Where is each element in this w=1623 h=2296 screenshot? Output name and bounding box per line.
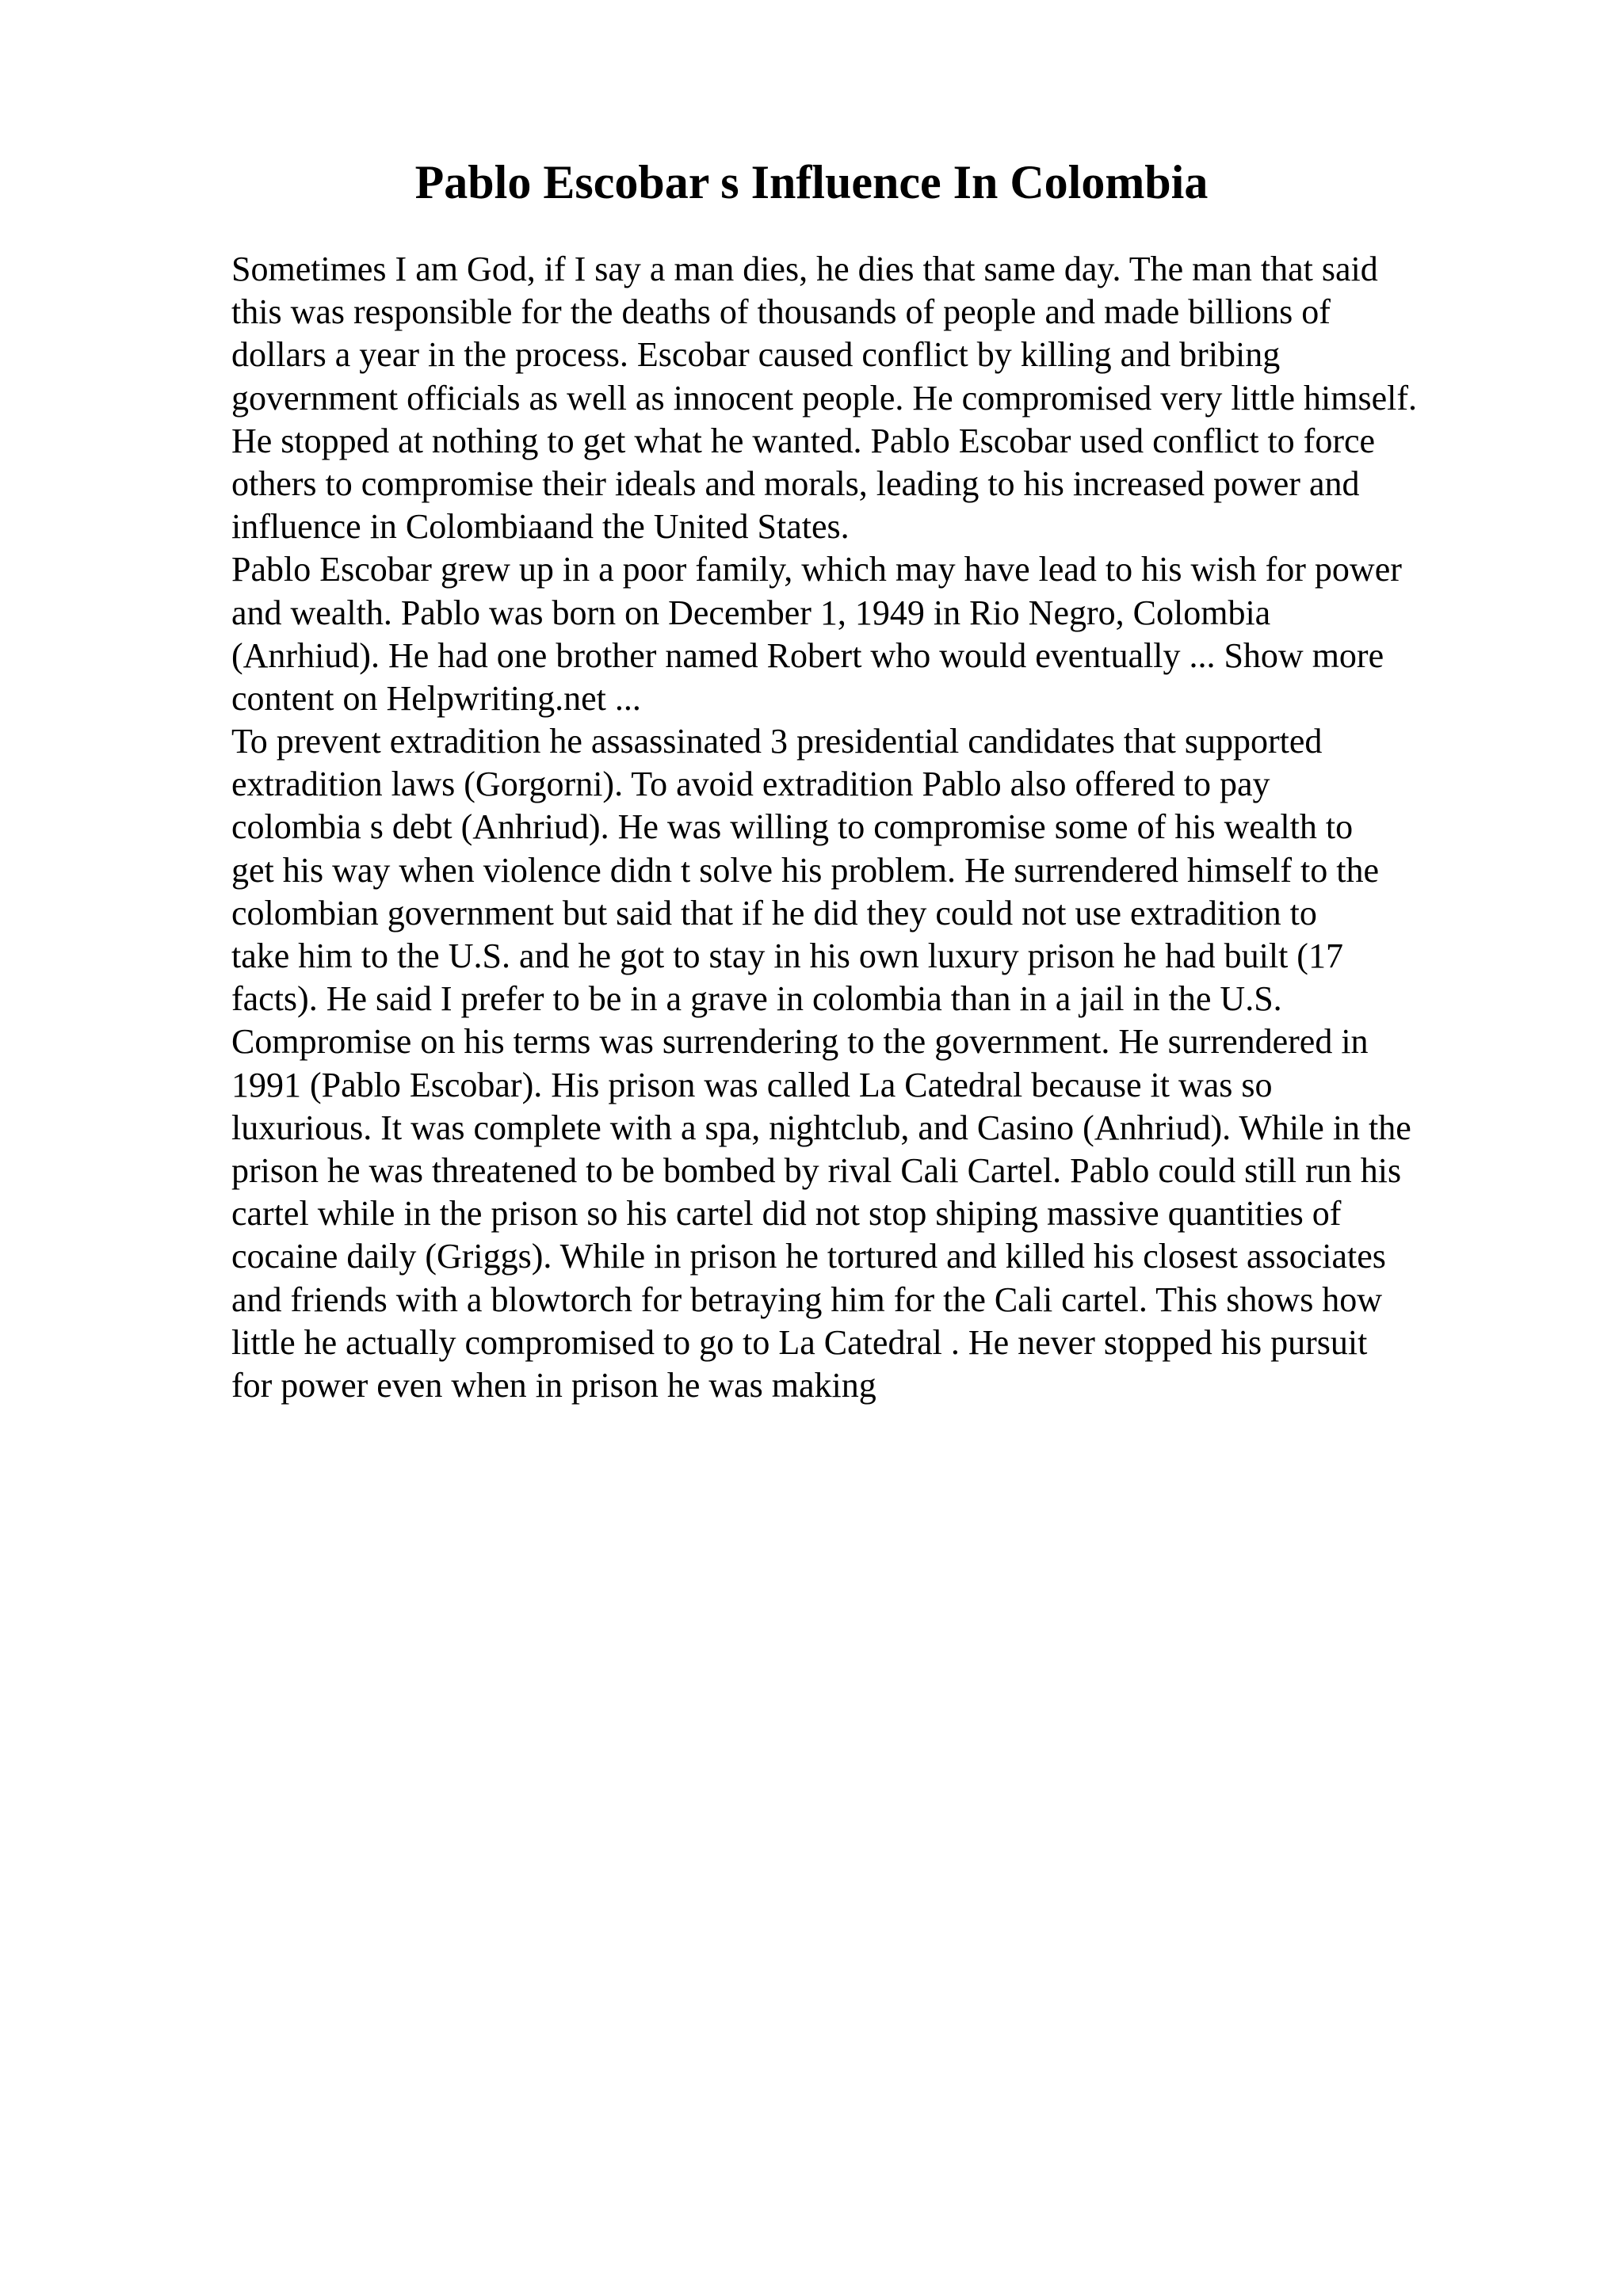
text-line: this was responsible for the deaths of thousands of people and made billions of [231,292,1331,332]
text-line: Pablo Escobar grew up in a poor family, which may have lead to his wish for power [231,550,1402,589]
text-line: To prevent extradition he assassinated 3 presidential candidates that supported [231,722,1323,761]
text-line: and wealth. Pablo was born on December 1, 1949 in Rio Negro, Colombia [231,593,1271,632]
text-line: facts). He said I prefer to be in a grave in colombia than in a jail in the U.S. [231,979,1282,1019]
document-body [231,248,1499,1407]
text-line: colombia s debt (Anhriud). He was willing to compromise some of his wealth to [231,807,1354,847]
text-line: prison he was threatened to be bombed by rival Cali Cartel. Pablo could still run his [231,1150,1402,1190]
text-line: take him to the U.S. and he got to stay in his own luxury prison he had built (17 [231,936,1343,975]
text-line: and friends with a blowtorch for betraying him for the Cali cartel. This shows how [231,1280,1383,1319]
text-line: He stopped at nothing to get what he wanted. Pablo Escobar used conflict to force [231,421,1376,460]
document-title: Pablo Escobar s Influence In Colombia [414,156,1209,208]
text-line: colombian government but said that if he did they could not use extradition to [231,893,1317,933]
text-line: Compromise on his terms was surrendering to the government. He surrendered in [231,1022,1369,1062]
text-line: influence in Colombiaand the United States. [231,507,850,547]
text-line: cocaine daily (Griggs). While in prison he tortured and killed his closest associates [231,1237,1386,1276]
text-line: others to compromise their ideals and morals, leading to his increased power and [231,463,1360,503]
text-line: little he actually compromised to go to La Catedral . He never stopped his pursuit [231,1322,1368,1362]
text-line: dollars a year in the process. Escobar caused conflict by killing and bribing [231,335,1281,375]
text-line: (Anrhiud). He had one brother named Robert who would eventually ... Show more [231,635,1384,675]
text-line: content on Helpwriting.net ... [231,678,641,718]
text-line: government officials as well as innocent people. He compromised very little himself. [231,378,1417,418]
text-line: for power even when in prison he was making [231,1365,876,1405]
text-line: extradition laws (Gorgorni). To avoid extradition Pablo also offered to pay [231,765,1270,804]
text-line: get his way when violence didn t solve his problem. He surrendered himself to the [231,850,1379,890]
text-line: luxurious. It was complete with a spa, nightclub, and Casino (Anhriud). While in the [231,1108,1411,1147]
text-line: cartel while in the prison so his cartel did not stop shiping massive quantities of [231,1194,1342,1234]
text-line: 1991 (Pablo Escobar). His prison was called La Catedral because it was so [231,1065,1273,1104]
text-line: Sometimes I am God, if I say a man dies, he dies that same day. The man that said [231,250,1378,288]
